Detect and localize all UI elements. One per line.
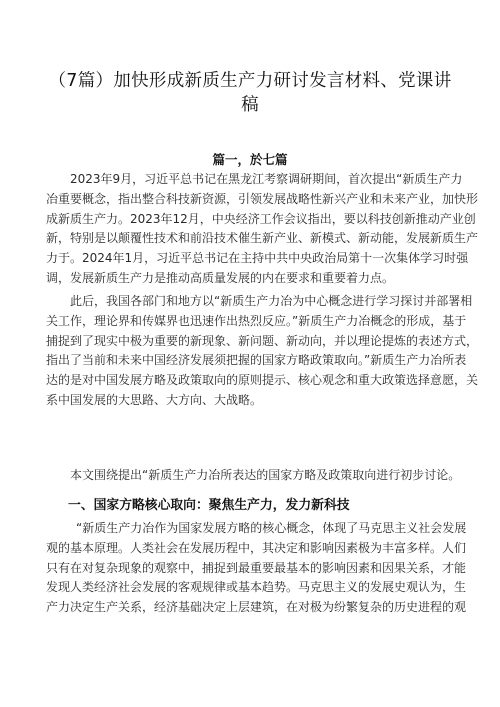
paragraph-line: 产力决定生产关系，经济基础决定上层建筑，在对极为纷繁复杂的历史进程的观 (46, 600, 467, 615)
paragraph-line: 冶重要概念，指出整合科技新资源，引领发展战略性新兴产业和未来产业，加快形 (46, 191, 479, 206)
paragraph-line: 成新质生产力。2023年12月，中央经济工作会议指出，要以科技创新推动产业创 (46, 211, 476, 226)
section-title: 篇一，於七篇 (212, 152, 288, 167)
paragraph-line: 只有在对复杂现象的观察中，捕捉到最重要最基本的影响因素和因果关系，才能 (46, 560, 467, 575)
paragraph-line: 此后，我国各部门和地方以“新质生产力冶为中心概念进行学习探讨并部署相 (70, 294, 473, 308)
title-line-2: 稿 (241, 95, 259, 115)
title-line-1: （7篇）加快形成新质生产力研讨发言材料、党课讲 (48, 71, 452, 91)
paragraph-line: 新，特别是以颠覆性技术和前沿技术催生新产业、新模式、新动能，发展新质生产 (46, 231, 479, 246)
paragraph-line: 达的是对中国发展方略及政策取向的原则提示、核心观念和重大政策选择意愿，关 (46, 373, 479, 388)
paragraph-line: 关工作，理论界和传媒界也迅速作出热烈反应。”新质生产力冶概念的形成，基于 (46, 313, 467, 328)
paragraph-line: 观的基本原理。人类社会在发展历程中，其决定和影响因素极为丰富多样。人们 (46, 540, 467, 555)
paragraph-line: 捕捉到了现实中极为重要的新现象、新问题、新动向，并以理论提炼的表述方式， (46, 333, 479, 348)
paragraph-line: 2023年9月，习近平总书记在黑龙江考察调研期间，首次提出“新质生产力 (70, 172, 463, 186)
paragraph-line: “新质生产力冶作为国家发展方略的核心概念，体现了马克思主义社会发展 (76, 521, 467, 535)
document-title (40, 69, 460, 117)
paragraph-2 (46, 292, 479, 411)
paragraph-line: 系中国发展的大思路、大方向、大战略。 (46, 392, 263, 407)
paragraph-line: 发现人类经济社会发展的客观规律或基本趋势。马克思主义的发展史观认为，生 (46, 580, 467, 595)
paragraph-line: 力于。2024年1月，习近平总书记在主持中共中央政治局第十一次集体学习时强 (46, 251, 469, 266)
heading-1: 一、国家方略核心取向：聚焦生产力，发力新科技 (68, 498, 350, 513)
paragraph-line: 调，发展新质生产力是推动高质量发展的内在要求和重要着力点。 (46, 270, 395, 285)
paragraph-4 (46, 519, 467, 618)
paragraph-line: 本文围绕提出“新质生产力冶所表达的国家方略及政策取向进行初步讨论。 (70, 468, 461, 482)
paragraph-3 (46, 466, 461, 486)
paragraph-line: 指出了当前和未来中国经济发展须把握的国家方略政策取向。”新质生产力冶所表 (46, 353, 467, 368)
paragraph-1 (46, 170, 479, 289)
